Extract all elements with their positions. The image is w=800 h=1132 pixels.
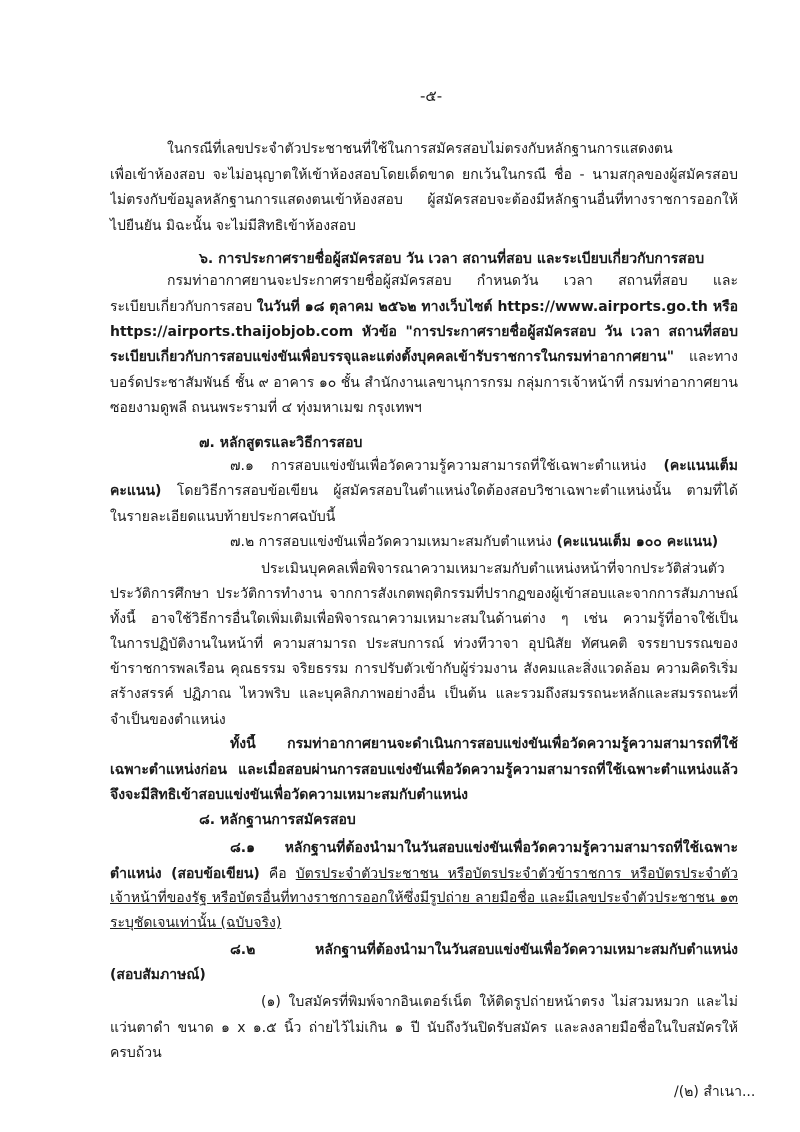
text-line: [110, 760, 738, 780]
text-segment: ระบุชัดเจนเท่านั้น (ฉบับจริง): [110, 915, 282, 931]
text-segment: (สอบสัมภาษณ์): [110, 967, 206, 983]
text-line: [110, 165, 738, 185]
text-line: [199, 249, 704, 269]
text-segment: https://airports.thaijobjob.com หัวข้อ "การประกาศรายชื่อผู้สมัครสอบ วัน เวลา สถานที่สอบ: [110, 324, 738, 340]
footer-continuation: /(๒) สำเนา...: [674, 1084, 756, 1100]
text-segment: ๖. การประกาศรายชื่อผู้สมัครสอบ วัน เวลา สถานที่สอบ และระเบียบเกี่ยวกับการสอบ: [199, 251, 705, 267]
text-segment: คะแนน): [110, 483, 162, 499]
text-line: [110, 398, 422, 418]
text-segment: จึงจะมีสิทธิเข้าสอบแข่งขันเพื่อวัดความเหมาะสมกับตำแหน่ง: [110, 787, 468, 803]
text-line: [110, 965, 206, 985]
text-line: [230, 532, 718, 552]
text-segment: (คะแนนเต็ม: [663, 458, 738, 474]
text-line: [261, 992, 738, 1012]
text-segment: ทั้งนี้ กรมท่าอากาศยานจะดำเนินการสอบแข่งขันเพื่อวัดความรู้ความสามารถที่ใช้: [230, 736, 738, 752]
text-segment: แว่นตาดำ ขนาด ๑ x ๑.๕ นิ้ว ถ่ายไว้ไม่เกิน ๑ ปี นับถึงวันปิดรับสมัคร และลงลายมือชื่อในใบสมัครให้: [110, 1020, 738, 1036]
text-segment: ๘. หลักฐานการสมัครสอบ: [199, 812, 356, 828]
text-segment: ข้าราชการพลเรือน คุณธรรม จริยธรรม การปรับตัวเข้ากับผู้ร่วมงาน สังคมและสิ่งแวดล้อม ความคิดริเริ่ม: [110, 661, 738, 677]
text-segment: ๗.๑ การสอบแข่งขันเพื่อวัดความรู้ความสามารถที่ใช้เฉพาะตำแหน่ง: [230, 458, 664, 474]
text-line: [110, 216, 356, 236]
text-segment: ระเบียบเกี่ยวกับการสอบแข่งขันเพื่อบรรจุและแต่งตั้งบุคคลเข้ารับราชการในกรมท่าอากาศยาน": [110, 349, 675, 365]
text-segment: (๑) ใบสมัครที่พิมพ์จากอินเตอร์เน็ต ให้ติดรูปถ่ายหน้าตรง ไม่สวมหมวก และไม่: [261, 994, 738, 1010]
text-segment: ในการปฏิบัติงานในหน้าที่ ความสามารถ ประสบการณ์ ท่วงทีวาจา อุปนิสัย ทัศนคติ จรรยาบรรณของ: [110, 636, 738, 652]
text-line: [110, 1018, 738, 1038]
text-line: [110, 710, 226, 730]
text-segment: (คะแนนเต็ม ๑๐๐ คะแนน): [556, 534, 719, 550]
text-segment: ในกรณีที่เลขประจำตัวประชาชนที่ใช้ในการสมัครสอบไม่ตรงกับหลักฐานการแสดงตน: [167, 141, 673, 157]
text-segment: ไปยืนยัน มิฉะนั้น จะไม่มีสิทธิเข้าห้องสอบ: [110, 218, 356, 234]
text-line: [110, 785, 468, 805]
text-segment: เฉพาะตำแหน่งก่อน และเมื่อสอบผ่านการสอบแข่งขันเพื่อวัดความรู้ความสามารถที่ใช้เฉพาะตำแหน่งแล้ว: [110, 762, 738, 778]
text-line: [110, 634, 738, 654]
text-segment: คือ: [259, 866, 296, 882]
text-line: [199, 810, 356, 830]
text-line: [110, 373, 738, 393]
text-line: [199, 433, 362, 453]
text-segment: บัตรประจำตัวประชาชน หรือบัตรประจำตัวข้าราชการ หรือบัตรประจำตัว: [295, 866, 738, 882]
text-line: [230, 838, 738, 858]
text-segment: บอร์ดประชาสัมพันธ์ ชั้น ๙ อาคาร ๑๐ ชั้น สำนักงานเลขานุการกรม กลุ่มการเจ้าหน้าที่ กรมท่าอากาศยาน: [110, 375, 738, 391]
text-segment: ทั้งนี้ อาจใช้วิธีการอื่นใดเพิ่มเติมเพื่อพิจารณาความเหมาะสมในด้านต่าง ๆ เช่น ความรู้ที่อาจใช้เป็น: [110, 611, 738, 627]
text-segment: ในวันที่ ๑๘ ตุลาคม ๒๕๖๒ ทางเว็บไซต์ https://www.airports.go.th หรือ: [256, 299, 738, 315]
text-segment: กรมท่าอากาศยานจะประกาศรายชื่อผู้สมัครสอบ กำหนดวัน เวลา สถานที่สอบ และ: [167, 273, 738, 289]
text-line: [110, 684, 738, 704]
text-line: [110, 659, 738, 679]
text-segment: เจ้าหน้าที่ของรัฐ หรือบัตรอื่นที่ทางราชการออกให้ซึ่งมีรูปถ่าย ลายมือชื่อ และมีเลขประจำตัวประชาชน ๑๓: [110, 890, 738, 906]
text-segment: ๘.๒ หลักฐานที่ต้องนำมาในวันสอบแข่งขันเพื่อวัดความเหมาะสมกับตำแหน่ง: [230, 942, 738, 958]
text-segment: ๗.๒ การสอบแข่งขันเพื่อวัดความเหมาะสมกับตำแหน่ง: [230, 534, 557, 550]
text-segment: ประเมินบุคคลเพื่อพิจารณาความเหมาะสมกับตำแหน่งหน้าที่จากประวัติส่วนตัว: [261, 561, 725, 577]
text-segment: เพื่อเข้าห้องสอบ จะไม่อนุญาตให้เข้าห้องสอบโดยเด็ดขาด ยกเว้นในกรณี ชื่อ - นามสกุลของผู้สมัครสอบ: [110, 167, 738, 183]
text-segment: ซอยงามดูพลี ถนนพระรามที่ ๔ ทุ่งมหาเมฆ กรุงเทพฯ: [110, 400, 422, 416]
text-segment: ไม่ตรงกับข้อมูลหลักฐานการแสดงตนเข้าห้องสอบ ผู้สมัครสอบจะต้องมีหลักฐานอื่นที่ทางราชการออกให้: [110, 192, 738, 208]
text-segment: และทาง: [674, 349, 738, 365]
text-line: [110, 1043, 162, 1063]
text-segment: จำเป็นของตำแหน่ง: [110, 712, 226, 728]
text-segment: ในรายละเอียดแนบท้ายประกาศฉบับนี้: [110, 509, 336, 525]
text-line: [110, 322, 738, 342]
text-line: [110, 297, 738, 317]
text-line: [110, 888, 738, 908]
text-line: [167, 139, 738, 159]
text-line: [110, 481, 738, 501]
text-line: [110, 584, 738, 604]
text-line: [110, 609, 738, 629]
text-line: [167, 271, 738, 291]
text-line: [110, 347, 738, 367]
text-segment: ๘.๑ หลักฐานที่ต้องนำมาในวันสอบแข่งขันเพื่อวัดความรู้ความสามารถที่ใช้เฉพาะ: [230, 840, 738, 856]
text-segment: สร้างสรรค์ ปฏิภาณ ไหวพริบ และบุคลิกภาพอย่างอื่น เป็นต้น และรวมถึงสมรรถนะหลักและสมรรถนะที่: [110, 686, 738, 702]
text-segment: ๗. หลักสูตรและวิธีการสอบ: [199, 435, 363, 451]
text-line: [230, 734, 738, 754]
text-segment: ระเบียบเกี่ยวกับการสอบ: [110, 299, 257, 315]
page-number: -๕-: [420, 87, 443, 105]
text-segment: โดยวิธีการสอบข้อเขียน ผู้สมัครสอบในตำแหน่งใดต้องสอบวิชาเฉพาะตำแหน่งนั้น ตามที่ได้: [176, 483, 738, 499]
text-segment: ตำแหน่ง (สอบข้อเขียน): [110, 866, 260, 882]
text-line: [110, 864, 738, 884]
text-line: [261, 559, 738, 579]
text-segment: ประวัติการศึกษา ประวัติการทำงาน จากการสังเกตพฤติกรรมที่ปรากฏของผู้เข้าสอบและจากการสัมภาษณ์: [110, 586, 738, 602]
text-line: [110, 507, 335, 527]
text-line: [110, 190, 738, 210]
text-line: [230, 456, 738, 476]
text-line: [230, 940, 738, 960]
text-line: [110, 913, 281, 933]
text-segment: ครบถ้วน: [110, 1045, 162, 1061]
